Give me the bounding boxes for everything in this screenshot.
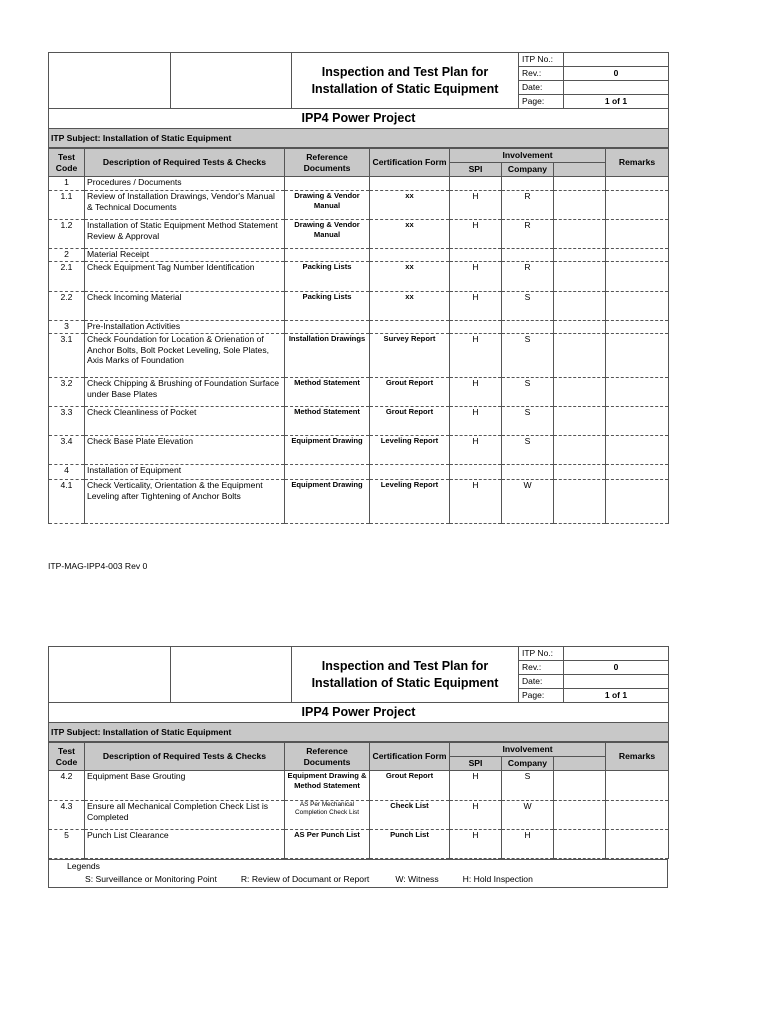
spi-involvement: H [450,292,502,321]
company-involvement: S [502,436,554,465]
legend-review: R: Review of Documant or Report [240,874,370,884]
itp-header-table [48,646,669,742]
spi-involvement: H [450,407,502,436]
legend-surveillance: S: Surveillance or Monitoring Point [85,874,217,884]
test-description: Check Equipment Tag Number Identification [85,262,285,292]
itp-no-value [564,53,669,67]
company-involvement: R [502,262,554,292]
certification-form: Check List [370,801,450,830]
certification-form: xx [370,262,450,292]
col-header-spi: SPI [450,757,502,771]
col-header-involvement: Involvement [450,149,606,163]
date-value [564,81,669,95]
table-row [49,191,669,220]
test-description: Pre-Installation Activities [85,321,285,334]
involvement-blank [554,480,606,524]
test-code: 2 [49,249,85,262]
company-involvement [502,321,554,334]
col-header-certification: Certification Form [370,743,450,771]
itp-sheet-page-1 [48,52,668,524]
test-code: 3.3 [49,407,85,436]
test-description: Check Cleanliness of Pocket [85,407,285,436]
itp-checks-table [48,148,669,524]
remarks [606,249,669,262]
certification-form: xx [370,220,450,249]
test-description: Check Foundation for Location & Orienation of Anchor Bolts, Bolt Pocket Leveling, Sole Plates, Axis Marks of Foundation [85,334,285,378]
itp-no-label: ITP No.: [519,647,564,661]
reference-document: Method Statement [285,378,370,407]
certification-form: Grout Report [370,378,450,407]
table-row [49,262,669,292]
itp-title-line1: Inspection and Test Plan for [321,64,489,79]
involvement-blank [554,262,606,292]
certification-form: xx [370,292,450,321]
certification-form [370,465,450,480]
company-involvement: S [502,407,554,436]
involvement-blank [554,801,606,830]
table-row [49,321,669,334]
remarks [606,292,669,321]
col-header-company: Company [502,757,554,771]
col-header-description: Description of Required Tests & Checks [85,149,285,177]
spi-involvement [450,249,502,262]
company-involvement: S [502,334,554,378]
company-involvement: H [502,830,554,859]
remarks [606,771,669,801]
itp-title [292,647,519,703]
test-code: 1.2 [49,220,85,249]
remarks [606,262,669,292]
test-description: Procedures / Documents [85,177,285,191]
logo-cell-left [49,647,171,703]
involvement-blank [554,292,606,321]
company-involvement: W [502,801,554,830]
table-row [49,177,669,191]
itp-sheet-page-2 [48,646,668,888]
remarks [606,378,669,407]
col-header-test-code: Test Code [49,743,85,771]
test-code: 3.1 [49,334,85,378]
involvement-blank [554,321,606,334]
reference-document: Method Statement [285,407,370,436]
itp-no-label: ITP No.: [519,53,564,67]
table-row [49,249,669,262]
itp-title-line1: Inspection and Test Plan for [321,658,489,673]
legend-title: Legends [67,861,100,871]
certification-form [370,321,450,334]
test-description: Installation of Static Equipment Method Statement Review & Approval [85,220,285,249]
date-label: Date: [519,675,564,689]
test-code: 2.2 [49,292,85,321]
itp-title-line2: Installation of Static Equipment [311,675,499,690]
table-row [49,220,669,249]
remarks [606,801,669,830]
test-code: 3 [49,321,85,334]
reference-document: Packing Lists [285,292,370,321]
company-involvement [502,177,554,191]
remarks [606,321,669,334]
involvement-blank [554,771,606,801]
involvement-blank [554,191,606,220]
col-header-company: Company [502,163,554,177]
reference-document [285,249,370,262]
rev-label: Rev.: [519,67,564,81]
reference-document: Packing Lists [285,262,370,292]
involvement-blank [554,177,606,191]
col-header-reference: Reference Documents [285,743,370,771]
test-description: Material Receipt [85,249,285,262]
test-code: 1.1 [49,191,85,220]
reference-document: Equipment Drawing [285,436,370,465]
spi-involvement: H [450,830,502,859]
project-name: IPP4 Power Project [49,703,669,723]
page-value: 1 of 1 [564,689,669,703]
legend-hold: H: Hold Inspection [462,874,533,884]
test-code: 2.1 [49,262,85,292]
logo-cell-right [171,647,292,703]
itp-no-value [564,647,669,661]
involvement-blank [554,830,606,859]
certification-form [370,249,450,262]
reference-document [285,321,370,334]
certification-form: Leveling Report [370,436,450,465]
rev-value: 0 [564,67,669,81]
certification-form: xx [370,191,450,220]
company-involvement: R [502,191,554,220]
involvement-blank [554,378,606,407]
test-description: Ensure all Mechanical Completion Check List is Completed [85,801,285,830]
col-header-test-code: Test Code [49,149,85,177]
legend-table [48,859,668,888]
involvement-blank [554,249,606,262]
spi-involvement [450,321,502,334]
rev-value: 0 [564,661,669,675]
table-row [49,771,669,801]
itp-subject: ITP Subject: Installation of Static Equipment [49,129,669,148]
table-row [49,378,669,407]
table-row [49,407,669,436]
test-description: Check Chipping & Brushing of Foundation Surface under Base Plates [85,378,285,407]
company-involvement: W [502,480,554,524]
involvement-blank [554,334,606,378]
test-code: 4.1 [49,480,85,524]
page-label: Page: [519,689,564,703]
table-row [49,292,669,321]
certification-form: Grout Report [370,771,450,801]
test-code: 4.2 [49,771,85,801]
col-header-description: Description of Required Tests & Checks [85,743,285,771]
remarks [606,177,669,191]
date-label: Date: [519,81,564,95]
test-description: Installation of Equipment [85,465,285,480]
test-description: Check Base Plate Elevation [85,436,285,465]
company-involvement: R [502,220,554,249]
company-involvement: S [502,378,554,407]
logo-cell-left [49,53,171,109]
involvement-blank [554,407,606,436]
col-header-remarks: Remarks [606,149,669,177]
col-header-remarks: Remarks [606,743,669,771]
col-header-certification: Certification Form [370,149,450,177]
spi-involvement: H [450,378,502,407]
reference-document: Equipment Drawing [285,480,370,524]
test-code: 4.3 [49,801,85,830]
reference-document: Drawing & Vendor Manual [285,191,370,220]
col-header-reference: Reference Documents [285,149,370,177]
certification-form: Survey Report [370,334,450,378]
spi-involvement: H [450,191,502,220]
remarks [606,191,669,220]
itp-checks-table [48,742,669,859]
col-header-spi: SPI [450,163,502,177]
remarks [606,220,669,249]
test-code: 1 [49,177,85,191]
remarks [606,407,669,436]
company-involvement [502,465,554,480]
involvement-blank [554,436,606,465]
certification-form: Leveling Report [370,480,450,524]
table-row [49,801,669,830]
remarks [606,436,669,465]
test-description: Equipment Base Grouting [85,771,285,801]
company-involvement: S [502,771,554,801]
spi-involvement: H [450,436,502,465]
reference-document: Installation Drawings [285,334,370,378]
test-description: Check Verticality, Orientation & the Equipment Leveling after Tightening of Anchor Bolts [85,480,285,524]
itp-header-table [48,52,669,148]
remarks [606,334,669,378]
table-row [49,436,669,465]
itp-title-line2: Installation of Static Equipment [311,81,499,96]
certification-form: Punch List [370,830,450,859]
involvement-blank [554,465,606,480]
reference-document: Drawing & Vendor Manual [285,220,370,249]
certification-form [370,177,450,191]
test-code: 5 [49,830,85,859]
test-code: 3.4 [49,436,85,465]
remarks [606,830,669,859]
spi-involvement: H [450,262,502,292]
table-row [49,465,669,480]
col-header-blank [554,757,606,771]
test-description: Check Incoming Material [85,292,285,321]
spi-involvement [450,465,502,480]
remarks [606,465,669,480]
table-row [49,480,669,524]
document-footer-code: ITP-MAG-IPP4-003 Rev 0 [48,561,148,571]
col-header-blank [554,163,606,177]
logo-cell-right [171,53,292,109]
table-row [49,830,669,859]
test-code: 4 [49,465,85,480]
spi-involvement: H [450,220,502,249]
company-involvement: S [502,292,554,321]
company-involvement [502,249,554,262]
spi-involvement: H [450,334,502,378]
page-label: Page: [519,95,564,109]
certification-form: Grout Report [370,407,450,436]
spi-involvement: H [450,771,502,801]
reference-document: AS Per Mechanical Completion Check List [285,801,370,830]
page-value: 1 of 1 [564,95,669,109]
itp-subject: ITP Subject: Installation of Static Equipment [49,723,669,742]
reference-document [285,177,370,191]
spi-involvement: H [450,480,502,524]
remarks [606,480,669,524]
spi-involvement: H [450,801,502,830]
col-header-involvement: Involvement [450,743,606,757]
table-row [49,334,669,378]
reference-document [285,465,370,480]
itp-title [292,53,519,109]
legend-witness: W: Witness [395,874,439,884]
involvement-blank [554,220,606,249]
reference-document: Equipment Drawing & Method Statement [285,771,370,801]
test-code: 3.2 [49,378,85,407]
reference-document: AS Per Punch List [285,830,370,859]
rev-label: Rev.: [519,661,564,675]
spi-involvement [450,177,502,191]
test-description: Review of Installation Drawings, Vendor's Manual & Technical Documents [85,191,285,220]
test-description: Punch List Clearance [85,830,285,859]
project-name: IPP4 Power Project [49,109,669,129]
date-value [564,675,669,689]
